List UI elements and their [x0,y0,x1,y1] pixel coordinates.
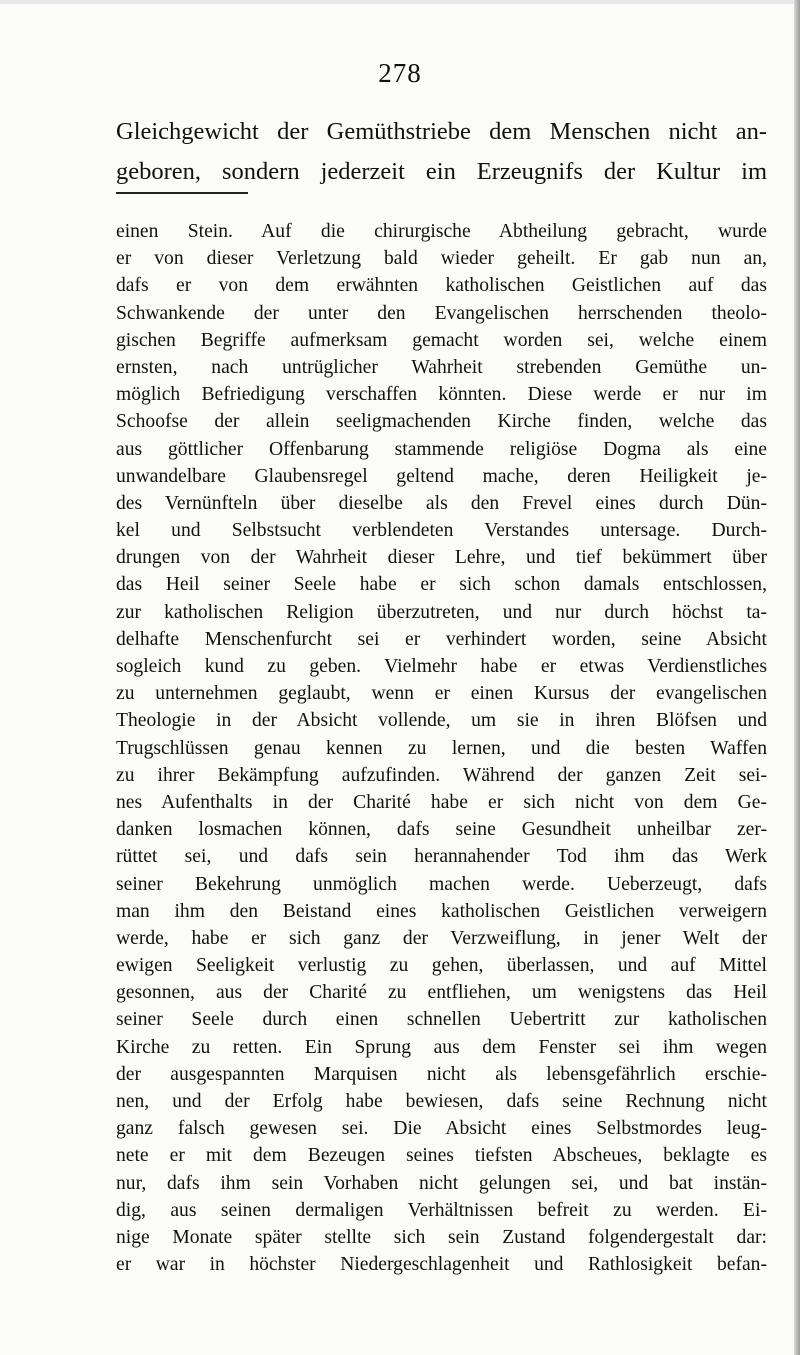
footnote-line: ganz falsch gewesen sei. Die Absicht eines Selbstmordes leug- [116,1118,767,1140]
footnote-line: kel und Selbstsucht verblendeten Verstandes untersage. Durch- [116,520,767,542]
footnote-line: zur katholischen Religion überzutreten, und nur durch höchst ta- [116,601,767,623]
footnote-rule [116,192,248,194]
footnote-line: sogleich kund zu geben. Vielmehr habe er etwas Verdienstliches [116,656,767,677]
footnote-line: zu unternehmen geglaubt, wenn er einen Kursus der evangelischen [116,683,767,705]
footnote-line: ewigen Seeligkeit verlustig zu gehen, überlassen, und auf Mittel [116,955,767,977]
footnote-line: gischen Begriffe aufmerksam gemacht worden sei, welche einem [116,329,767,351]
footnote-line: des Vernünfteln über dieselbe als den Frevel eines durch Dün- [116,492,767,514]
page-right-edge [794,0,800,1355]
footnote-line: rüttet sei, und dafs sein herannahender Tod ihm das Werk [116,846,767,868]
footnote-line: Schwankende der unter den Evangelischen herrschenden theolo- [116,302,767,324]
footnote-line: Schoofse der allein seeligmachenden Kirche finden, welche das [116,411,767,433]
footnote-line: das Heil seiner Seele habe er sich schon damals entschlossen, [116,574,767,596]
footnote-line: man ihm den Beistand eines katholischen Geistlichen verweigern [116,900,767,922]
footnote-line: einen Stein. Auf die chirurgische Abtheilung gebracht, wurde [116,221,767,242]
main-text-line: Gleichgewicht der Gemüthstriebe dem Menschen nicht an- [116,118,767,145]
footnote-line: möglich Befriedigung verschaffen könnten. Diese werde er nur im [116,384,767,406]
footnote-line: er von dieser Verletzung bald wieder geheilt. Er gab nun an, [116,248,767,270]
footnote-line: delhafte Menschenfurcht sei er verhindert worden, seine Absicht [116,628,767,650]
footnote-line: werde, habe er sich ganz der Verzweiflung, in jener Welt der [116,927,767,949]
footnote-line: nur, dafs ihm sein Vorhaben nicht gelungen sei, und bat instän- [116,1172,767,1194]
footnote-line: dig, aus seinen dermaligen Verhältnissen befreit zu werden. Ei- [116,1199,767,1221]
footnote-line: seiner Bekehrung unmöglich machen werde. Ueberzeugt, dafs [116,873,767,895]
footnote-line: nete er mit dem Bezeugen seines tiefsten Abscheues, beklagte es [116,1145,767,1167]
main-text [116,112,767,192]
footnote-line: dafs er von dem erwähnten katholischen Geistlichen auf das [116,275,767,297]
footnote-text [116,218,767,1278]
footnote-line: der ausgespannten Marquisen nicht als lebensgefährlich erschie- [116,1063,767,1085]
footnote-line: unwandelbare Glaubensregel geltend mache, deren Heiligkeit je- [116,465,767,487]
footnote-line: er war in höchster Niedergeschlagenheit und Rathlosigkeit befan- [116,1254,767,1276]
main-text-line: geboren, sondern jederzeit ein Erzeugnifs der Kultur im [116,158,767,185]
footnote-line: drungen von der Wahrheit dieser Lehre, und tief bekümmert über [116,547,767,569]
footnote-line: zu ihrer Bekämpfung aufzufinden. Während der ganzen Zeit sei- [116,764,767,786]
footnote-line: Trugschlüssen genau kennen zu lernen, und die besten Waffen [116,737,767,759]
footnote-line: seiner Seele durch einen schnellen Uebertritt zur katholischen [116,1009,767,1031]
footnote-line: ernsten, nach untrüglicher Wahrheit strebenden Gemüthe un- [116,356,767,378]
footnote-line: Kirche zu retten. Ein Sprung aus dem Fenster sei ihm wegen [116,1036,767,1058]
footnote-line: danken losmachen können, dafs seine Gesundheit unheilbar zer- [116,819,767,841]
footnote-line: nen, und der Erfolg habe bewiesen, dafs seine Rechnung nicht [116,1091,767,1112]
footnote-line: Theologie in der Absicht vollende, um sie in ihren Blöfsen und [116,710,767,732]
footnote-line: aus göttlicher Offenbarung stammende religiöse Dogma als eine [116,438,767,460]
footnote-line: nige Monate später stellte sich sein Zustand folgendergestalt dar: [116,1226,767,1248]
page-number: 278 [378,58,422,88]
footnote-line: gesonnen, aus der Charité zu entfliehen, um wenigstens das Heil [116,982,767,1004]
page-top-edge [0,0,800,4]
footnote-line: nes Aufenthalts in der Charité habe er sich nicht von dem Ge- [116,791,767,813]
